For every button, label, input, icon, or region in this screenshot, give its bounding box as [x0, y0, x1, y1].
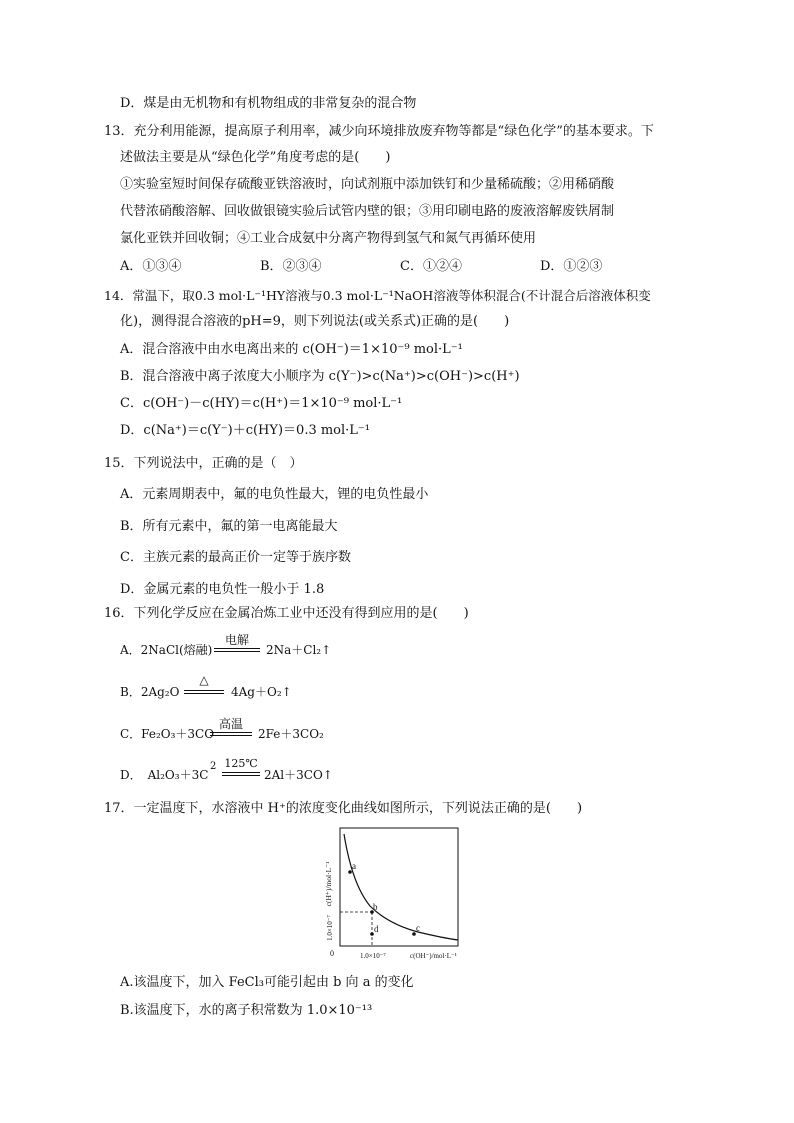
q16-option-d-equals-sign: [222, 772, 260, 776]
q15-option-c: C．主族元素的最高正价一定等于族序数: [120, 550, 351, 565]
q13-option-a: A．①③④: [120, 259, 182, 274]
point-b-label: b: [373, 902, 378, 912]
q15-option-a: A．元素周期表中，氟的电负性最大，锂的电负性最小: [120, 487, 429, 502]
q13-option-b: B．②③④: [260, 259, 322, 274]
q14-option-d: D．c(Na⁺)＝c(Y⁻)＋c(HY)＝0.3 mol·L⁻¹: [120, 423, 371, 438]
q15-option-b: B．所有元素中，氟的第一电离能最大: [120, 519, 338, 534]
q17-stem: 17．一定温度下，水溶液中 H⁺的浓度变化曲线如图所示，下列说法正确的是( ): [104, 801, 583, 816]
q13-item-line-3: 氯化亚铁并回收铜；④工业合成氨中分离产物得到氢气和氮气再循环使用: [120, 231, 537, 246]
x-tick-label: 1.0×10⁻⁷: [360, 952, 386, 960]
point-d-label: d: [374, 924, 379, 934]
q13-stem-line-1: 13．充分利用能源，提高原子利用率，减少向环境排放废弃物等都是“绿色化学”的基本要求。下: [104, 124, 654, 139]
q13-item-line-1: ①实验室短时间保存硫酸亚铁溶液时，向试剂瓶中添加铁钉和少量稀硫酸；②用稀硝酸: [120, 177, 615, 192]
q16-option-a-reactants: A．2NaCl(熔融): [120, 643, 213, 657]
q16-option-c-products: 2Fe＋3CO₂: [258, 727, 324, 741]
q17-option-a: A.该温度下，加入 FeCl₃可能引起由 b 向 a 的变化: [120, 975, 414, 990]
q17-option-b: B.该温度下，水的离子积常数为 1.0×10⁻¹³: [120, 1003, 373, 1018]
q16-option-d-products: 2Al＋3CO↑: [264, 768, 333, 782]
q16-option-c-reactants: C．Fe₂O₃＋3CO: [120, 727, 215, 741]
q12-option-d: D．煤是由无机物和有机物组成的非常复杂的混合物: [120, 96, 417, 111]
q13-option-c: C．①②④: [400, 259, 462, 274]
q14-stem-line-2: 化)，测得混合溶液的pH=9，则下列说法(或关系式)正确的是( ): [120, 314, 510, 329]
q17-chart: [318, 824, 478, 964]
origin-label: 0: [330, 949, 334, 958]
q16-option-a-equals-sign: [214, 648, 260, 652]
y-tick-label: 1.0×10⁻⁷: [326, 915, 334, 941]
point-a-label: a: [352, 861, 356, 871]
y-axis-label: c(H⁺)/mol·L⁻¹: [324, 861, 333, 907]
q16-option-b-equals-sign: [184, 690, 224, 694]
q16-option-c-condition: 高温: [218, 717, 243, 731]
curve: [344, 834, 458, 940]
q14-option-c: C．c(OH⁻)－c(HY)＝c(H⁺)＝1×10⁻⁹ mol·L⁻¹: [120, 396, 403, 411]
q16-option-d-reactants: D． Al₂O₃＋3C: [120, 768, 209, 782]
q15-stem: 15．下列说法中，正确的是（ ）: [104, 456, 303, 471]
x-axis-label: c(OH⁻)/mol·L⁻¹: [410, 952, 457, 960]
q16-option-b-reactants: B．2Ag₂O: [120, 685, 180, 699]
q14-option-b: B．混合溶液中离子浓度大小顺序为 c(Y⁻)>c(Na⁺)>c(OH⁻)>c(H⁺): [120, 369, 520, 384]
q13-item-line-2: 代替浓硝酸溶解、回收做银镜实验后试管内壁的银；③用印刷电路的废液溶解废铁屑制: [120, 204, 615, 219]
q16-option-b-products: 4Ag＋O₂↑: [231, 685, 292, 699]
q16-option-d-condition: 125℃: [224, 757, 258, 770]
q16-stem: 16．下列化学反应在金属冶炼工业中还没有得到应用的是( ): [104, 606, 469, 621]
q14-stem-line-1: 14．常温下，取0.3 mol·L⁻¹HY溶液与0.3 mol·L⁻¹NaOH溶液等体积混合(不计混合后溶液体积变: [104, 288, 651, 303]
q16-option-d-superscript: 2: [210, 761, 217, 772]
q13-stem-line-2: 述做法主要是从“绿色化学”角度考虑的是( ): [120, 150, 391, 165]
q14-option-a: A．混合溶液中由水电离出来的 c(OH⁻)＝1×10⁻⁹ mol·L⁻¹: [120, 342, 463, 357]
q13-option-d: D．①②③: [540, 259, 603, 274]
chart-frame: [340, 828, 458, 946]
point-c-label: c: [416, 923, 420, 933]
q16-option-a-condition: 电解: [224, 633, 249, 647]
q15-option-d: D．金属元素的电负性一般小于 1.8: [120, 582, 325, 597]
q16-option-c-equals-sign: [210, 732, 252, 736]
q16-option-b-condition: △: [199, 673, 209, 687]
q16-option-a-products: 2Na＋Cl₂↑: [266, 643, 332, 657]
